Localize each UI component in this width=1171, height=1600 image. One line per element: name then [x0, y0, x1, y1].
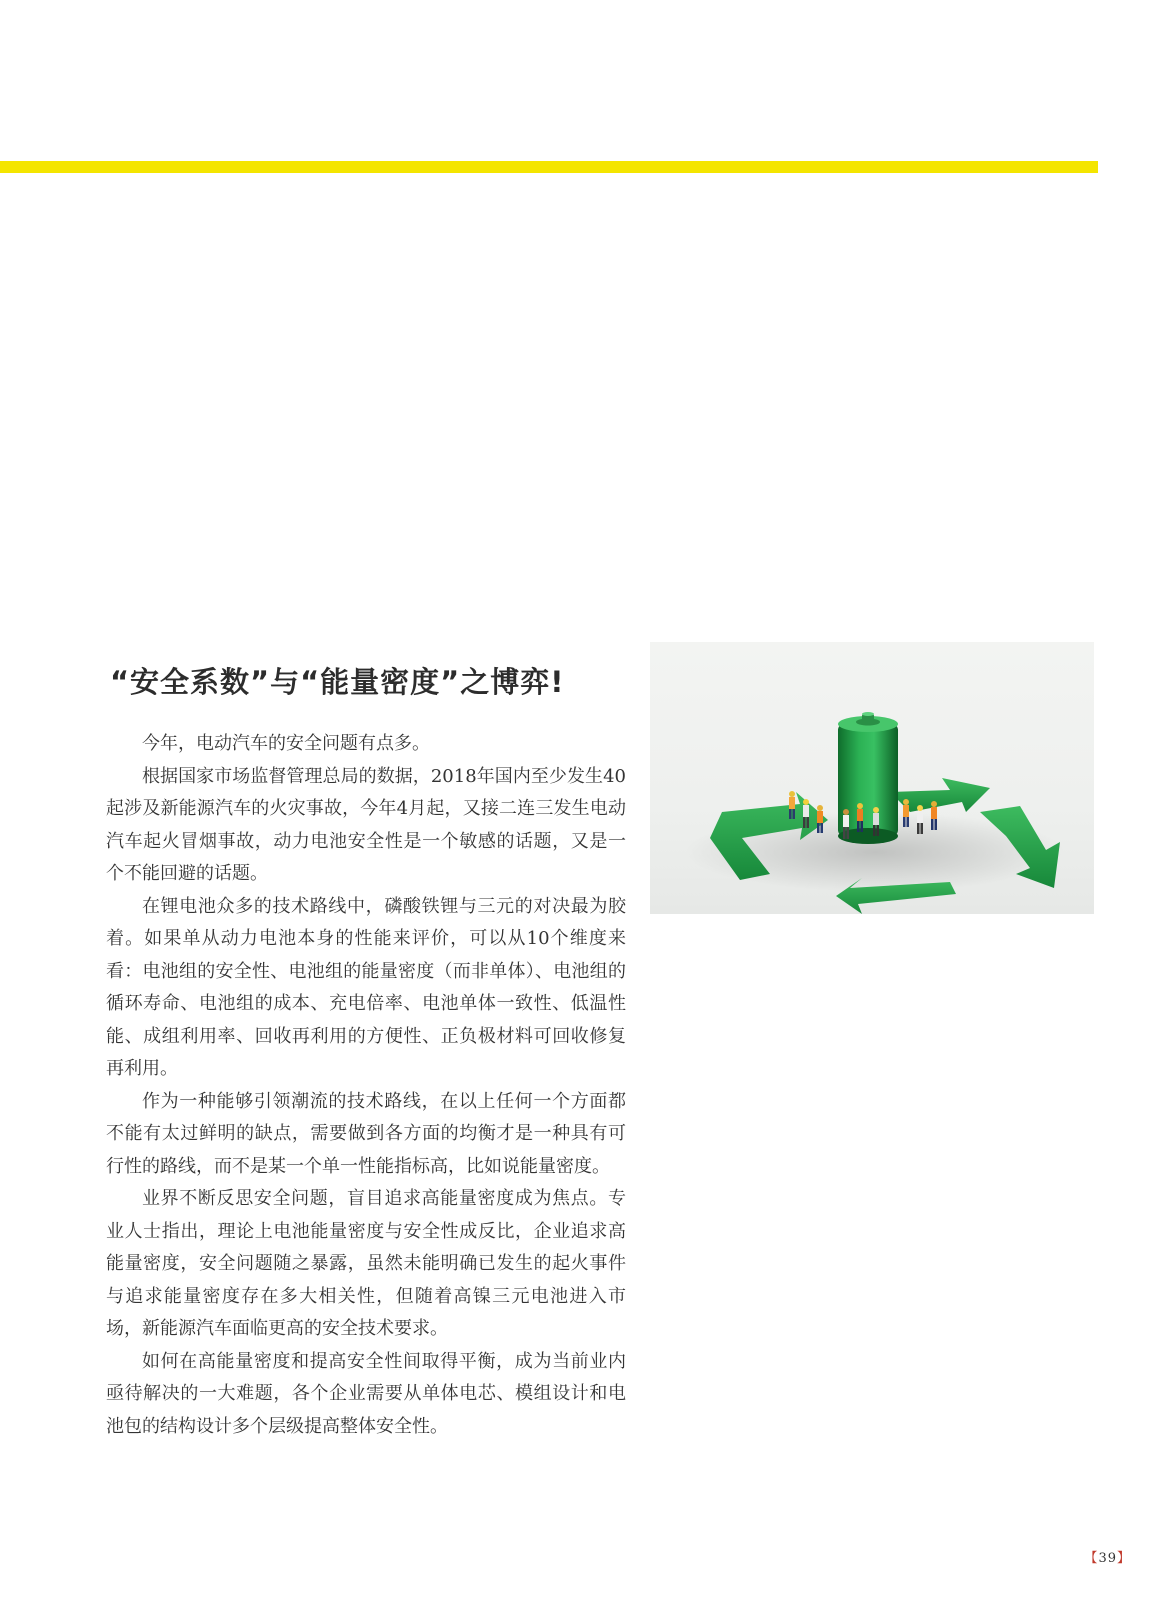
article-paragraph: 今年，电动汽车的安全问题有点多。	[142, 733, 430, 754]
yellow-accent-rule	[0, 161, 1098, 173]
page-number-bracket-open: 【	[1084, 1551, 1099, 1566]
article-paragraph: 作为一种能够引领潮流的技术路线，在以上任何一个方面都不能有太过鲜明的缺点，需要做到各方面的均衡才是一种具有可行性的路线，而不是某一个单一性能指标高，比如说能量密度。	[106, 1090, 626, 1177]
page-number	[1084, 1547, 1131, 1566]
battery-recycling-photo	[650, 642, 1094, 914]
article-paragraph: 如何在高能量密度和提高安全性间取得平衡，成为当前业内亟待解决的一大难题，各个企业需要从单体电芯、模组设计和电池包的结构设计多个层级提高整体安全性。	[106, 1350, 626, 1437]
page-number-value: 39	[1098, 1551, 1117, 1566]
battery-recycling-illustration	[650, 642, 1094, 914]
article-paragraph: 业界不断反思安全问题，盲目追求高能量密度成为焦点。专业人士指出，理论上电池能量密度与安全性成反比，企业追求高能量密度，安全问题随之暴露，虽然未能明确已发生的起火事件与追求能量密度存在多大相关性，但随着高镍三元电池进入市场，新能源汽车面临更高的安全技术要求。	[106, 1188, 626, 1339]
page-number-bracket-close: 】	[1116, 1551, 1131, 1566]
article-headline: “安全系数”与“能量密度”之博弈!	[110, 665, 565, 699]
article-paragraph: 在锂电池众多的技术路线中，磷酸铁锂与三元的对决最为胶着。如果单从动力电池本身的性能来评价，可以从10个维度来看：电池组的安全性、电池组的能量密度（而非单体）、电池组的循环寿命、电池组的成本、充电倍率、电池单体一致性、低温性能、成组利用率、回收再利用的方便性、正负极材料可回收修复再利用。	[106, 895, 626, 1079]
article-paragraph: 根据国家市场监督管理总局的数据，2018年国内至少发生40起涉及新能源汽车的火灾事故，今年4月起，又接二连三发生电动汽车起火冒烟事故，动力电池安全性是一个敏感的话题，又是一个不能回避的话题。	[106, 765, 626, 884]
article-body	[106, 728, 626, 1443]
